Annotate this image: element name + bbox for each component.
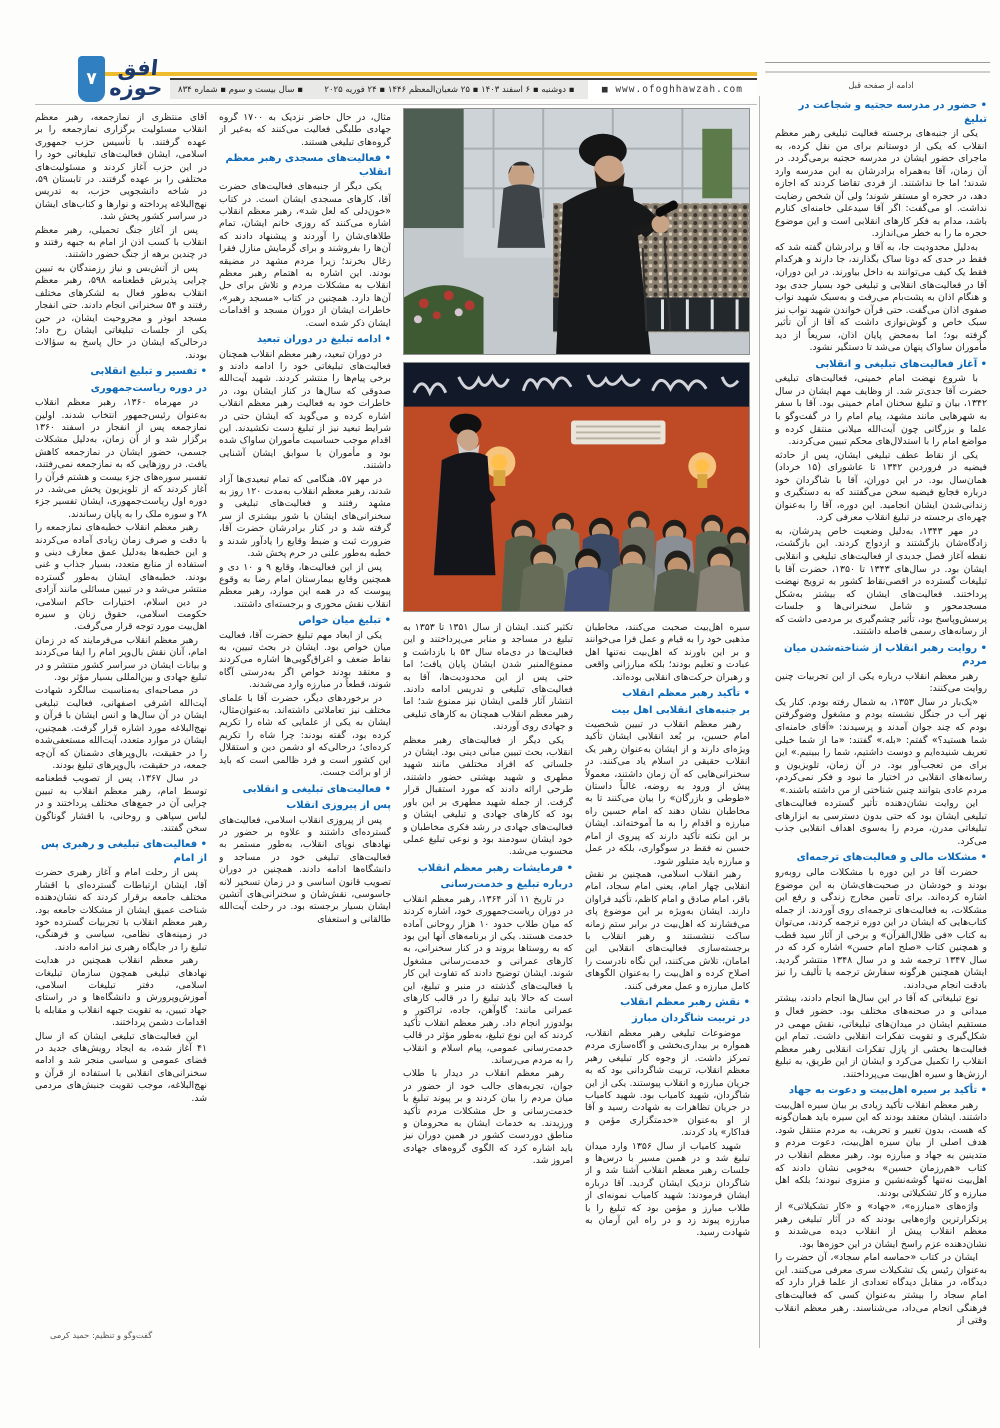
section-heading: در تربیت شاگردان مبارز [632,1013,750,1025]
body-paragraph: رهبر معظم انقلاب در دیدار با طلاب جوان، تجربه‌های جالب خود از حضور در میان مردم را بیان کردند و بر پیوند تبلیغ با خدمت‌رسانی و حل مشکلات مردم تأکید ورزیدند. به خدمات ایشان به محرومان و مناطق دوردست کشور در همین دوران نیز باید اشاره کرد که الگوی گروه‌های جهادی امروز شد. [403,1068,573,1167]
section-heading: بر جنبه‌های انقلابی اهل بیت [611,704,750,716]
body-paragraph: موضوعات تبلیغی رهبر معظم انقلاب، همواره بر بیداری‌بخشی و آگاه‌سازی مردم تمرکز داشت. از وجوه کار تبلیغی رهبر معظم انقلاب، تربیت شاگردانی بود که به جریان مبارزه و انقلاب پیوستند. یکی از این شاگردان، شهید کامیاب بود. شهید کامیاب در جریان تظاهرات به شهادت رسید و آقا از او به‌عنوان «خدمتگزاری مؤمن و فداکار» یاد کردند. [585,1027,750,1139]
body-paragraph: به‌دلیل محدودیت جا، به آقا و برادرشان گفته شد که فقط در حدی که دوتا ساک بگذارند، جا دارند و هرکدام فقط یک کیف می‌توانند به داخل بیاورند. در این دوران، آقا در فعالیت‌های انقلابی و تبلیغی خود بسیار جدی بود و هنگام اذان به پشت‌بام می‌رفت و به‌سبک شهید نواب صفوی اذان می‌گفت. حتی قرآن خواندن شهید نواب نیز سبک خاص و گوش‌نوازی داشت که آقا از آن تأثیر گرفته بود؛ اما به‌محض پایان اذان، سریعاً از دید مأموران ساواک پنهان می‌شد تا دستگیر نشود. [775,241,987,354]
header-bottom-rule [35,104,757,105]
body-paragraph: در تاریخ ۱۱ آذر ۱۳۶۴، رهبر معظم انقلاب در دوران ریاست‌جمهوری خود، اشاره کردند که میان طلاب حدود ۱۰ هزار روحانی آماده خدمت هستند. یکی از برنامه‌های آنها این بود که به روستاها بروند و در کنار سخنرانی، به کارهای عمرانی و خدمت‌رسانی مشغول شوند. ایشان توضیح دادند که تفاوت این کار با فعالیت‌های گذشته در منبر و تبلیغ، این است که حالا باید تبلیغ را در قالب کارهای عمرانی مانند: گاوآهن، جاده، تراکتور و بولدوزر انجام داد. رهبر معظم انقلاب تأکید کردند که این نوع تبلیغ، به‌طور مؤثر در قالب خدمت‌رسانی عمومی، پیام اسلام و انقلاب را به مردم می‌رساند. [403,893,573,1066]
body-paragraph: «یک‌بار در سال ۱۳۵۳، به شمال رفته بودم. کنار یک نهر آب در جنگل نشسته بودم و مشغول وضوگرفتن بودم که چند جوان آمدند و پرسیدند: «آقای خامنه‌ای شما هستید؟» گفتم: «بله.» گفتند: «ما از شما خیلی تعریف شنیده‌ایم و دوست داشتیم، شما را ببینیم.» این برای من تعجب‌آور بود. در آن زمان، تلویزیون و رسانه‌های انقلابی در اختیار ما نبود و فکر نمی‌کردم، مردم عادی بتوانند چنین شناختی از من داشته باشند.» [775,696,987,796]
section-heading: • فعالیت‌های تبلیغی و انقلابی [242,783,391,795]
body-paragraph: واژه‌های «مبارزه»، «جهاد» و «کار تشکیلاتی» از پرتکرارترین واژه‌هایی بودند که در آثار تبلیغی رهبر معظم انقلاب پیش از انقلاب دیده می‌شدند و نشان‌دهنده عزم راسخ ایشان در این حوزه‌ها بود. [775,1201,987,1250]
newspaper-logo: افق حوزه [108,56,164,100]
body-paragraph: شهید کامیاب از سال ۱۳۵۶ وارد میدان تبلیغ شد و در همین مسیر با درس‌ها و جلسات رهبر معظم انقلاب آشنا شد و از شاگردان نزدیک ایشان گردید. آقا درباره ایشان فرمودند: شهید کامیاب نمونه‌ای از طلاب مبارز و مؤمن بود که تبلیغ را با مبارزه پیوند زد و در راه این آرمان به شهادت رسید. [585,1140,750,1239]
indoor-meeting-photo [403,362,750,612]
byline: گفت‌وگو و تنظیم: حمید کرمی [50,1330,153,1340]
body-paragraph: پس از پیروزی انقلاب اسلامی، فعالیت‌های گسترده‌ای داشتند و علاوه بر حضور در نهادهای نوپای انقلاب، به‌طور مستمر به فعالیت‌های تبلیغی خود در مساجد و دانشگاه‌ها ادامه دادند. همچنین در دوران تصویب قانون اساسی و در زمان تسخیر لانه جاسوسی، نقش‌شان و سخنرانی‌های آتشین ایشان بسیار برجسته بود. در رحلت آیت‌الله طالقانی و استعفای [219,814,391,925]
body-paragraph: یکی از جنبه‌های برجسته فعالیت تبلیغی رهبر معظم انقلاب که یکی از دوستانم برای من نقل کرده، به ماجرای حضور ایشان در مدرسه حجتیه برمی‌گردد. در آن زمان، آقا به‌همراه برادرشان به این مدرسه وارد شدند؛ اما جا نداشتند. از فردی تقاضا کردند که اجازه دهد، در حجره او مستقر شوند؛ ولی آن شخص رضایت نداشت. او می‌گفت: اگر آقا سیدعلی خامنه‌ای کنارم باشد، مدام به فکر کارهای انقلابی است و این موضوع حجره ما را به خطر می‌اندازد. [775,128,987,240]
website-url[interactable]: ■ www.ofoghhawzah.com [588,80,757,99]
section-heading: • تبلیغ میان خواص [298,615,391,627]
section-heading: • روایت رهبر انقلاب از شناخته‌شدن میان مردم [784,642,987,668]
date-line: ▪ دوشنبه ▪ ۶ اسفند ۱۴۰۳ ▪ ۲۵ شعبان‌المعظم ۱۴۴۶ ▪ ۲۴ فوریه ۲۰۲۵ [324,84,575,95]
header-top-rule-2 [765,71,990,73]
page-number-badge: ۷ [78,56,105,102]
section-heading: • حضور در مدرسه حجتیه و شجاعت در تبلیغ [798,100,987,125]
body-paragraph: با شروع نهضت امام خمینی، فعالیت‌های تبلیغی حضرت آقا جدی‌تر شد. از وظایف مهم ایشان در سال ۱۳۴۲، بیان و تبلیغ سخنان امام خمینی بود. آقا با سفر به شهرهایی مانند مشهد، پیام امام را در گفت‌وگو با علما و بزرگانی چون آیت‌الله میلانی منتقل کرده و مواضع امام را با استدلال‌های محکم تبیین می‌کردند. [775,373,987,448]
body-paragraph: یکی دیگر از جنبه‌های فعالیت‌های حضرت آقا، کارهای مسجدی ایشان است. در کتاب «خون‌دلی که لعل شد»، رهبر معظم انقلاب اشاره می‌کنند که روزی خانم ایشان، تمام طلاهای‌شان را آوردند و پیشنهاد دادند که آن‌ها را بفروشند و برای گرمایش منازل فقرا زغال بخرند؛ زیرا مردم مشهد در مضیقه بودند. این اشاره به اهتمام رهبر معظم انقلاب به مشکلات مردم و تلاش برای حل آن‌ها دارد. همچنین در کتاب «مسجد رهبر»، خاطرات ایشان از دوران مسجد و اقدامات ایشان ذکر شده است. [219,181,391,329]
body-paragraph: در مهر ۱۳۴۳، به‌دلیل وضعیت خاص پدرشان، به زادگاه‌شان بازگشتند و ازدواج کردند. این بازگشت، نقطه آغاز فصل جدیدی از فعالیت‌های تبلیغی و انقلابی ایشان بود. در سال‌های ۱۳۴۳ تا ۱۳۵۰، حضرت آقا با تبلیغات گسترده در اقصی‌نقاط کشور به ترویج نهضت پرداختند. فعالیت‌های ایشان که بیشتر به‌شکل مسجدمحور و شامل سخنرانی‌ها و جلسات پرسش‌وپاسخ بود، تأثیر چشم‌گیری بر مردمی داشت که از رسانه‌های رسمی فاصله داشتند. [775,525,987,638]
section-heading: پس از پیروزی انقلاب [286,800,391,811]
section-heading: • آغاز فعالیت‌های تبلیغی و انقلابی [815,358,987,370]
section-heading: • ادامه تبلیغ در دوران تبعید [256,334,391,346]
body-paragraph: در سال ۱۳۶۷، پس از تصویب قطعنامه توسط امام، رهبر معظم انقلاب به تبیین چرایی آن در جمع‌های مختلف پرداختند و در لباس سپاهی و روحانی، با اقشار گوناگون سخن گفتند. [35,773,207,834]
body-paragraph: در دوران تبعید، رهبر معظم انقلاب همچنان فعالیت‌های تبلیغاتی خود را ادامه دادند و برخی پیام‌ها را منتشر کردند. شهید آیت‌الله صدوقی که سال‌ها در کنار ایشان بود، در خاطرات خود به فعالیت رهبر معظم انقلاب اشاره کرده و می‌گوید که ایشان حتی در شرایط تبعید نیز از تبلیغ دست نکشیدند. این اقدام موجب حساسیت مأموران ساواک شده بود و مأموران با سوابق ایشان آشنایی داشتند. [219,348,391,472]
body-paragraph: یکی دیگر از فعالیت‌های رهبر معظم انقلاب، بحث تبیین مبانی دینی بود. ایشان در جلساتی که افراد مختلفی مانند شهید مطهری و شهید بهشتی حضور داشتند، طرحی ارائه دادند که مورد استقبال قرار گرفت. از جمله شهید مطهری بر این باور بود که کارهای جهادی و تبلیغی ایشان و فعالیت‌های جهادی در رشد فکری مخاطبان و خود ایشان سودمند بود و نوعی تبلیغ عملی محسوب می‌شد. [403,734,573,858]
body-paragraph: آقای منتظری از نمازجمعه، رهبر معظم انقلاب مسئولیت برگزاری نمازجمعه را بر عهده گرفتند. با تأسیس حزب جمهوری اسلامی، ایشان فعالیت‌های تبلیغاتی خود را در این حزب آغاز کردند و مسئولیت‌های مختلفی را بر عهده گرفتند. در تابستان ۵۹، در شاخه دانشجویی حزب، به تدریس نهج‌البلاغه پرداخته و نوارها و کتاب‌های ایشان در سراسر کشور پخش شد. [35,112,207,223]
section-heading: • تأکید بر سیره اهل‌بیت و دعوت به جهاد [788,1085,987,1097]
body-column-1 [35,112,207,1320]
body-column-3 [403,622,573,1346]
continuation-column [775,96,987,1348]
section-heading: • فعالیت‌های تبلیغی و رهبری پس از امام [40,839,207,864]
body-paragraph: رهبر انقلاب اسلامی، همچنین بر نقش انقلابی چهار امام، یعنی امام سجاد، امام باقر، امام صادق و امام کاظم، تأکید فراوان دارند. ایشان به‌ویژه بر این موضوع پای می‌فشارند که اهل‌بیت در برابر ستم زمانه ساکت ننشستند و رهبر انقلاب با برجسته‌سازی فعالیت‌های انقلابی این امامان، تلاش می‌کنند، این نگاه نادرست را اصلاح کرده و اهل‌بیت را به‌عنوان الگوهای کامل مبارزه و عمل معرفی کنند. [585,868,750,992]
body-column-2 [219,112,391,1348]
body-column-4 [585,622,750,1346]
section-heading: در دوره ریاست‌جمهوری [90,382,207,394]
body-paragraph: تکثیر کنند. ایشان از سال ۱۳۵۱ تا ۱۳۵۳ به تبلیغ در مساجد و منابر می‌پرداختند و این فعالیت‌ها در دی‌ماه سال ۵۳ با بازداشت و ممنوع‌المنبر شدن ایشان پایان یافت؛ اما حتی پس از این محدودیت‌ها، آقا به فعالیت‌های تبلیغی و تدریس ادامه دادند. انتشار آثار قلمی ایشان نیز ممنوع شد؛ اما رهبر معظم انقلاب همچنان به کارهای تبلیغی و جهادی روی آوردند. [403,622,573,733]
section-heading: • تفسیر و تبلیغ انقلابی [90,366,207,378]
header-top-rule [765,62,990,63]
body-paragraph: سیره اهل‌بیت صحبت می‌کنند، مخاطبان مذهبی خود را به قیام و عمل فرا می‌خوانند و بر این باورند که اهل‌بیت نه‌تنها اهل عبادت و تعلیم بودند؛ بلکه مبارزانی واقعی و رهبران حرکت‌های انقلابی بوده‌اند. [585,622,750,683]
column-separator-rule [759,96,760,1348]
body-paragraph: پس از رحلت امام و آغاز رهبری حضرت آقا، ایشان ارتباطات گسترده‌ای با اقشار مختلف جامعه برقرار کردند که نشان‌دهنده شناخت عمیق ایشان از مشکلات جامعه بود. رهبر معظم انقلاب با تجربیات گسترده خود در زمینه‌های نظامی، سیاسی و فرهنگی، تبلیغ را در جایگاه رهبری نیز ادامه دادند. [35,867,207,953]
body-paragraph: پس از این فعالیت‌ها، وقایع ۹ و ۱۰ دی و همچنین وقایع بیمارستان امام رضا به وقوع پیوست که در همه این موارد، رهبر معظم انقلاب نقش محوری و برجسته‌ای داشتند. [219,561,391,610]
speech-to-crowd-photo [403,108,750,355]
body-paragraph: رهبر معظم انقلاب همچنین در هدایت نهادهای تبلیغی همچون سازمان تبلیغات اسلامی، دفتر تبلیغات اسلامی، آموزش‌وپرورش و دانشگاه‌ها و در راستای جهاد تبیین، به تقویت جبهه انقلاب و مقابله با اقدامات دشمن پرداختند. [35,955,207,1029]
body-paragraph: رهبر معظم انقلاب تأکید زیادی بر بیان سیره اهل‌بیت داشتند. ایشان معتقد بودند که این سیره باید همان‌گونه که هست، بدون تغییر و تحریف، به مردم منتقل شود. هدف اصلی از بیان سیره اهل‌بیت، دعوت مردم و متدینین به جهاد و مبارزه بود. رهبر معظم انقلاب در کتاب «هم‌رزمان حسین» به‌خوبی نشان دادند که اهل‌بیت نه‌تنها گوشه‌نشین و منزوی نبودند؛ بلکه اهل مبارزه و کار تشکیلاتی بودند. [775,1099,987,1199]
body-paragraph: ایشان در کتاب «حماسه امام سجاد»، آن حضرت را به‌عنوان رئیس یک تشکیلات سری معرفی می‌کنند. این دیدگاه، در مقابل دیدگاه تعدادی از علما قرار دارد که امام سجاد را بیشتر به‌عنوان کسی که فعالیت‌های فرهنگی انجام می‌داد، می‌شناسند. رهبر معظم انقلاب وقتی از [775,1252,987,1327]
body-paragraph: رهبر معظم انقلاب می‌فرمایند که در زمان امام، آنان نقش بال‌وپر امام را ایفا می‌کردند و بیانات ایشان در سراسر کشور منتشر و در تبلیغ جهادی و بین‌المللی بسیار مؤثر بود. [35,634,207,684]
body-paragraph: حضرت آقا در این دوره با مشکلات مالی روبه‌رو بودند و خودشان در صحبت‌های‌شان به این موضوع اشاره کرده‌اند. برای تأمین مخارج زندگی و رفع این مشکلات، به فعالیت‌های ترجمه‌ای روی آوردند. از جمله کتاب‌هایی که ایشان در این دوره ترجمه کردند، می‌توان به کتاب «فی ظلال‌القرآن» و برخی از آثار سید قطب و همچنین کتاب «صلح امام حسن» اشاره کرد که در سال ۱۳۴۷ ترجمه شد و در سال ۱۳۴۸ منتشر گردید. ایشان همچنین هرگونه سفارش ترجمه یا تألیف را نیز بادقت انجام می‌دادند. [775,866,987,991]
section-heading: • فرمایشات رهبر معظم انقلاب [417,862,573,874]
body-paragraph: در مهر ۵۷، هنگامی که تمام تبعیدی‌ها آزاد شدند، رهبر معظم انقلاب به‌مدت ۱۲۰ روز به مشهد رفتند و فعالیت‌های تبلیغی و سخنرانی‌های ایشان با شور بیشتری از سر گرفته شد و در کنار برادرشان حضرت آقا، ضرورت ثبت و ضبط وقایع را یادآور شدند و خطبه به‌طور علنی در حرم پخش شد. [219,473,391,560]
body-paragraph: نوع تبلیغاتی که آقا در این سال‌ها انجام دادند، بیشتر میدانی و در صحنه‌های مختلف بود. حضور فعال و مستقیم ایشان در میدان‌های تبلیغاتی، نقش مهمی در شکل‌گیری و تقویت تفکرات انقلابی داشت. تمام این فعالیت‌ها بخشی از پازل تفکرات انقلابی رهبر معظم انقلاب را تکمیل می‌کرد و ایشان از این طریق، به تبلیغ ارزش‌ها و سیره اهل‌بیت می‌پرداختند. [775,993,987,1080]
section-heading: درباره تبلیغ و خدمت‌رسانی [440,879,573,891]
body-paragraph: یکی از ابعاد مهم تبلیغ حضرت آقا، فعالیت میان خواص بود. ایشان در بحث تبیین، به نقاط ضعف و اغراق‌گویی‌ها اشاره می‌کردند و معتقد بودند خواص اگر به‌درستی آگاه شوند، قطعاً در مبارزه وارد می‌شدند. [219,629,391,691]
section-heading: • فعالیت‌های مسجدی رهبر معظم انقلاب [225,153,391,178]
continued-from-label: ادامه از صفحه قبل [848,80,914,90]
section-heading: • نقش رهبر معظم انقلاب [620,996,750,1008]
body-paragraph: رهبر معظم انقلاب خطبه‌های نمازجمعه را با دقت و صرف زمان زیادی آماده می‌کردند و این خطبه‌ها به‌دلیل عمق معارف دینی و استفاده از منابع متعدد، بسیار جذاب و غنی بودند. خطبه‌های ایشان به‌طور گسترده منتشر می‌شد و در تبیین مسائلی مانند آزادی در دین اسلام، اختیارات حاکم اسلامی، حکومت اسلامی، حقوق زنان و سیره اهل‌بیت مورد توجه قرار می‌گرفت. [35,522,207,633]
body-paragraph: در مصاحبه‌ای به‌مناسبت سالگرد شهادت آیت‌الله اشرفی اصفهانی، فعالیت تبلیغی ایشان در آن سال‌ها و انس ایشان با قرآن و نهج‌البلاغه مورد اشاره قرار گرفت. همچنین، ایشان در موارد متعدد، آیت‌الله مستعفی‌شده را در حقیقت، بال‌وپرهای دشمنان که آن‌چه جمعه، در حقیقت، بال‌وپرهای تبلیغ بودند. [35,685,207,771]
section-heading: • تأکید رهبر معظم انقلاب [622,688,750,700]
body-paragraph: رهبر معظم انقلاب درباره یکی از این تجربیات چنین روایت می‌کنند: [775,670,987,695]
body-paragraph: مثال، در حال حاضر نزدیک به ۱۷۰۰ گروه جهادی طلبگی فعالیت می‌کنند که به‌غیر از گروه‌های تبلیغی هستند. [219,112,391,148]
gold-accent-rule [90,72,757,76]
body-paragraph: یکی از نقاط عطف تبلیغی ایشان، پس از حادثه فیضیه در فروردین ۱۳۴۲ تا عاشورای (۱۵ خرداد) همان‌سال بود. در این دوران، آقا با شاگردان خود درباره فجایع فیضیه سخن می‌گفتند که به دستگیری و زندانی‌شدن ایشان انجامید. این دوره، آقا را به‌عنوان چهره‌ای برجسته در تبلیغ انقلاب معرفی کرد. [775,449,987,524]
edition-info: ▪ سال بیست و سوم ▪ شماره ۸۳۴ [178,84,303,95]
body-paragraph: در مهرماه ۱۳۶۰، رهبر معظم انقلاب به‌عنوان رئیس‌جمهور انتخاب شدند. اولین نمازجمعه پس از انفجار در اسفند ۱۳۶۰ برگزار شد و از آن زمان، به‌دلیل مشکلات جسمی، حضور ایشان در نمازجمعه کاهش یافت. در روزهایی که به نمازجمعه نمی‌رفتند، تفسیر سوره‌های جزء بیست و هشتم قرآن را آغاز کردند که از تلویزیون پخش می‌شد. در دوره اول ریاست‌جمهوری، ایشان تفسیر جزء ۲۸ و سوره ملک را به پایان رساندند. [35,397,207,520]
body-paragraph: پس از آتش‌بس و نیاز رزمندگان به تبیین چرایی پذیرش قطعنامه ۵۹۸، رهبر معظم انقلاب به‌طور فعال به لشکرهای مختلف رفتند و ۵۴ سخنرانی انجام دادند. حتی انفجار مسجد ابوذر و مجروحیت ایشان، در حین یکی از جلسات تبلیغاتی ایشان رخ داد؛ درحالی‌که ایشان در حال پاسخ به سؤالات بودند. [35,262,207,361]
body-paragraph: این فعالیت‌های تبلیغی ایشان که از سال ۴۱ آغاز شده، به ایجاد رویش‌های جدید در فضای عمومی و سیاسی منجر شد و ادامه سخنرانی‌های انقلابی با استفاده از قرآن و نهج‌البلاغه، موجب تقویت جنبش‌های مردمی شد. [35,1030,207,1104]
body-paragraph: پس از آغاز جنگ تحمیلی، رهبر معظم انقلاب با کسب اذن از امام به جبهه رفتند و در چندین برهه از جنگ حضور داشتند. [35,224,207,261]
body-paragraph: در برخوردهای دیگر، حضرت آقا با علمای مختلف نیز تعاملاتی داشته‌اند. به‌عنوان‌مثال، ایشان به یکی از علمایی که شاه را تکریم کرده بود، گفته بودند: چرا شاه را تکریم کرده‌ای؛ درحالی‌که او دشمن دین و استقلال این کشور است و فرد ظالمی است که باید از او برائت جست. [219,692,391,779]
issue-meta-bar [170,78,757,99]
section-heading: • مشکلات مالی و فعالیت‌های ترجمه‌ای [796,852,987,864]
body-paragraph: این روایت نشان‌دهنده تأثیر گسترده فعالیت‌های تبلیغی ایشان بود که حتی بدون دسترسی به ابزارهای تبلیغاتی مدرن، مردم را به‌سوی اهداف انقلابی جذب می‌کرد. [775,798,987,847]
body-paragraph: رهبر معظم انقلاب در تبیین شخصیت امام حسین، بر بُعد انقلابی ایشان تأکید ویژه‌ای دارند و از ایشان به‌عنوان رهبر یک انقلاب حقیقی در اسلام یاد می‌کنند. در سخنرانی‌هایی که آن زمان داشتند، معمولاً پیش از ورود به روضه، غالباً داستان «طوطی و بازرگان» را بیان می‌کنند تا به مخاطبان نشان دهند که امام حسین راه مبارزه و اقدام را به ما آموخته‌اند. ایشان بر این نکته تأکید دارند که پیروی از امام حسین نه فقط در سوگواری، بلکه در عمل و مبارزه باید متبلور شود. [585,719,750,867]
